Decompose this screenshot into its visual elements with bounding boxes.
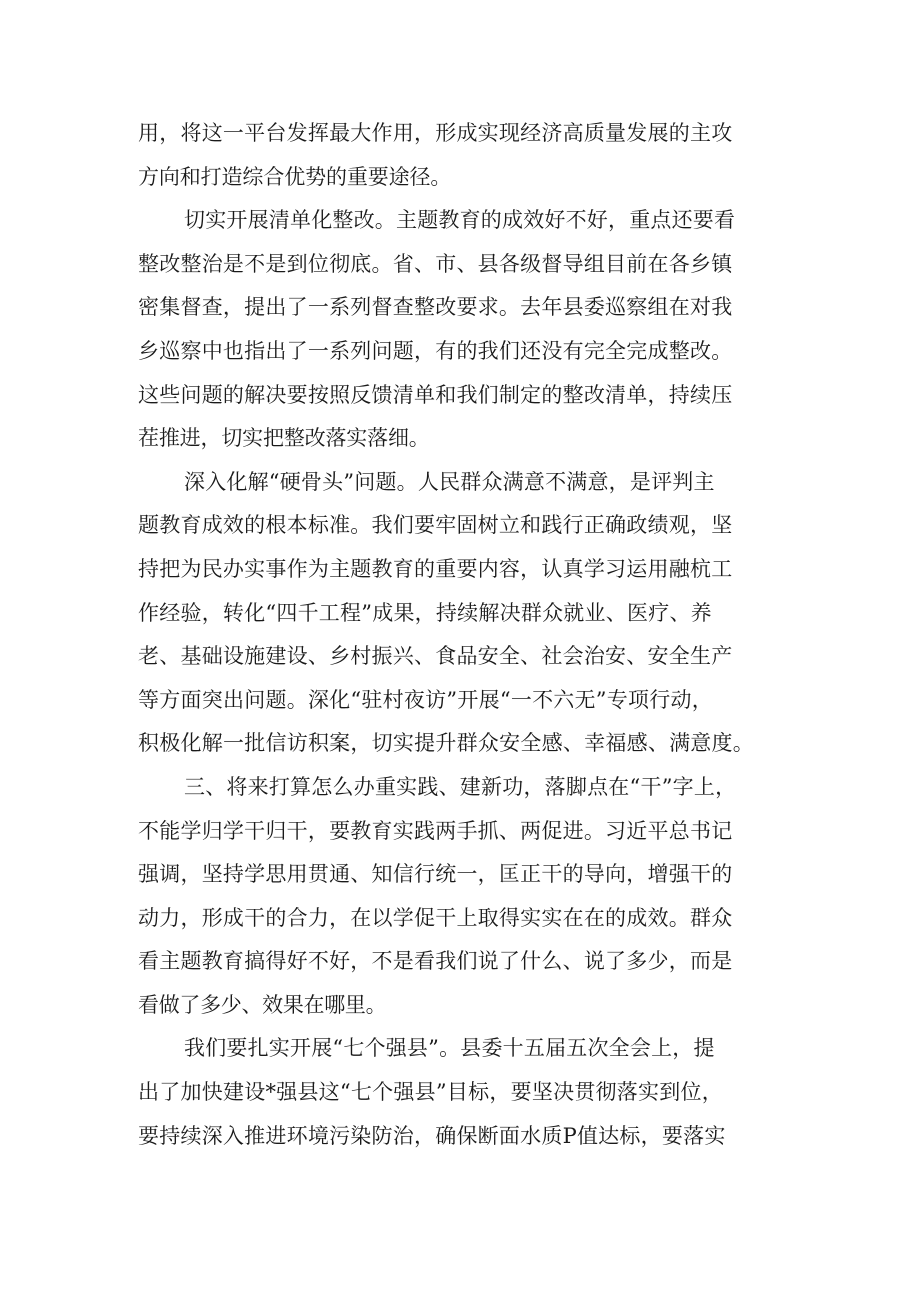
- text-line: 题教育成效的根本标准。我们要牢固树立和践行正确政绩观，坚: [138, 513, 733, 538]
- text-line: 等方面突出问题。深化“驻村夜访”开展“一不六无”专项行动，: [138, 687, 713, 712]
- text-line: 看主题教育搞得好不好，不是看我们说了什么、说了多少，而是: [138, 949, 733, 974]
- text-line: 这些问题的解决要按照反馈清单和我们制定的整改清单，持续压: [138, 382, 733, 407]
- text-line: 密集督查，提出了一系列督查整改要求。去年县委巡察组在对我: [138, 295, 733, 320]
- text-line: 我们要扎实开展“七个强县”。县委十五届五次全会上，提: [184, 1036, 715, 1061]
- text-line: 乡巡察中也指出了一系列问题，有的我们还没有完全完成整改。: [138, 338, 733, 363]
- text-line: 不能学归学干归干，要教育实践两手抓、两促进。习近平总书记: [138, 818, 733, 843]
- text-line: 看做了多少、效果在哪里。: [138, 992, 387, 1017]
- text-line: 三、将来打算怎么办重实践、建新功，落脚点在“干”字上，: [184, 774, 737, 799]
- text-line: 要持续深入推进环境污染防治，确保断面水质P值达标，要落实: [138, 1123, 726, 1148]
- text-line: 动力，形成干的合力，在以学促干上取得实实在在的成效。群众: [138, 905, 733, 930]
- text-line: 出了加快建设*强县这“七个强县”目标，要坚决贯彻落实到位，: [138, 1080, 724, 1105]
- text-line: 切实开展清单化整改。主题教育的成效好不好，重点还要看: [184, 208, 736, 233]
- text-line: 深入化解“硬骨头”问题。人民群众满意不满意，是评判主: [184, 469, 715, 494]
- text-line: 持把为民办实事作为主题教育的重要内容，认真学习运用融杭工: [138, 556, 733, 581]
- text-line: 整改整治是不是到位彻底。省、市、县各级督导组目前在各乡镇: [138, 251, 733, 276]
- text-line: 方向和打造综合优势的重要途径。: [138, 164, 452, 189]
- text-line: 老、基础设施建设、乡村振兴、食品安全、社会治安、安全生产: [138, 644, 733, 669]
- body-text: [138, 112, 798, 1158]
- text-line: 强调，坚持学思用贯通、知信行统一，匡正干的导向，增强干的: [138, 862, 733, 887]
- text-line: 作经验，转化“四千工程”成果，持续解决群众就业、医疗、养: [138, 600, 712, 625]
- text-line: 茬推进，切实把整改落实落细。: [138, 426, 430, 451]
- text-line: 积极化解一批信访积案，切实提升群众安全感、幸福感、满意度。: [138, 731, 755, 756]
- text-line: 用，将这一平台发挥最大作用，形成实现经济高质量发展的主攻: [138, 121, 733, 145]
